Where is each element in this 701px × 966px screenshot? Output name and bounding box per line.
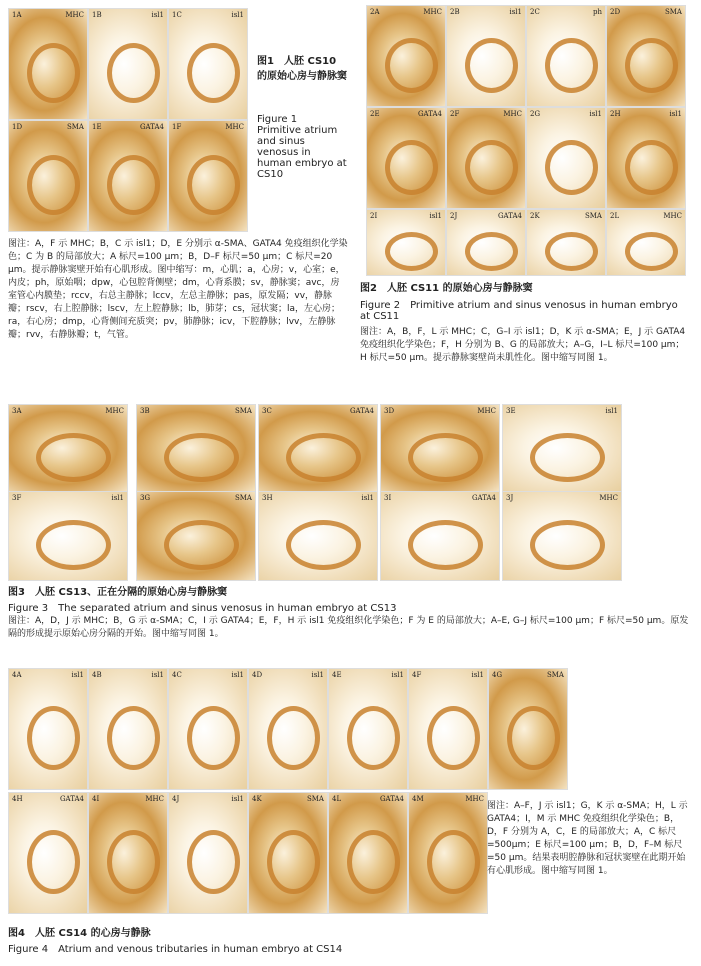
panel-marker: MHC [599, 494, 618, 502]
micrograph-panel-3h [258, 491, 378, 581]
micrograph-panel-1f [168, 120, 248, 232]
panel-marker: isl1 [71, 671, 84, 679]
micrograph-panel-2i [366, 209, 446, 276]
panel-marker: GATA4 [497, 212, 522, 220]
micrograph-panel-2j [446, 209, 526, 276]
panel-label: 1C [172, 11, 182, 19]
tissue-section [625, 140, 678, 195]
panel-label: 2J [450, 212, 458, 220]
panel-marker: isl1 [231, 795, 244, 803]
panel-label: 2F [450, 110, 460, 118]
panel-label: 4J [172, 795, 180, 803]
panel-marker: SMA [306, 795, 324, 803]
tissue-section [107, 706, 160, 770]
figure-4-title-cn: 图4 人胚 CS14 的心房与静脉 [8, 928, 151, 939]
panel-label: 3B [140, 407, 150, 415]
panel-label: 4C [172, 671, 182, 679]
panel-label: 4B [92, 671, 102, 679]
panel-marker: ph [593, 8, 602, 16]
panel-marker: MHC [65, 11, 84, 19]
micrograph-panel-2e [366, 107, 446, 209]
micrograph-panel-2k [526, 209, 606, 276]
micrograph-panel-1b [88, 8, 168, 120]
panel-label: 3E [506, 407, 516, 415]
micrograph-panel-3a [8, 404, 128, 492]
tissue-section [545, 38, 598, 93]
micrograph-panel-4b [88, 668, 168, 790]
panel-marker: GATA4 [471, 494, 496, 502]
micrograph-panel-4m [408, 792, 488, 914]
tissue-section [465, 38, 518, 93]
tissue-section [347, 706, 400, 770]
panel-label: 2B [450, 8, 460, 16]
micrograph-panel-4j [168, 792, 248, 914]
figure-1-title-cn: 图1 人胚 CS10 的原始心房与静脉窦 [257, 56, 347, 82]
panel-label: 1A [12, 11, 22, 19]
tissue-section [625, 38, 678, 93]
tissue-section [465, 140, 518, 195]
panel-marker: GATA4 [379, 795, 404, 803]
panel-label: 1E [92, 123, 102, 131]
tissue-section [187, 830, 240, 894]
figure-3-title-en: Figure 3 The separated atrium and sinus venosus in human embryo at CS13 [8, 603, 397, 614]
tissue-section [385, 140, 438, 195]
panel-marker: GATA4 [139, 123, 164, 131]
micrograph-panel-2l [606, 209, 686, 276]
panel-label: 4L [332, 795, 342, 803]
tissue-section [164, 433, 239, 482]
panel-label: 4E [332, 671, 342, 679]
tissue-section [625, 232, 678, 271]
micrograph-panel-4d [248, 668, 328, 790]
micrograph-panel-4h [8, 792, 88, 914]
panel-marker: isl1 [471, 671, 484, 679]
panel-label: 2E [370, 110, 380, 118]
micrograph-panel-4a [8, 668, 88, 790]
panel-label: 3G [140, 494, 151, 502]
tissue-section [267, 830, 320, 894]
figure-4-title-en: Figure 4 Atrium and venous tributaries in human embryo at CS14 [8, 944, 343, 955]
panel-marker: MHC [225, 123, 244, 131]
figure-3-title-cn: 图3 人胚 CS13、正在分隔的原始心房与静脉窦 [8, 587, 228, 598]
panel-label: 4D [252, 671, 263, 679]
tissue-section [408, 433, 483, 482]
tissue-section [27, 155, 80, 215]
panel-label: 2I [370, 212, 378, 220]
panel-label: 4A [12, 671, 22, 679]
micrograph-panel-3b [136, 404, 256, 492]
panel-label: 4G [492, 671, 503, 679]
micrograph-panel-4c [168, 668, 248, 790]
tissue-section [187, 706, 240, 770]
panel-marker: GATA4 [59, 795, 84, 803]
panel-marker: isl1 [669, 110, 682, 118]
panel-marker: MHC [465, 795, 484, 803]
micrograph-panel-2b [446, 5, 526, 107]
tissue-section [27, 830, 80, 894]
panel-marker: MHC [503, 110, 522, 118]
panel-marker: MHC [663, 212, 682, 220]
figure-1-title-en: Figure 1 Primitive atrium and sinus venosus in human embryo at CS10 [257, 114, 347, 180]
tissue-section [27, 43, 80, 103]
panel-marker: SMA [234, 407, 252, 415]
panel-label: 1D [12, 123, 23, 131]
tissue-section [36, 433, 111, 482]
tissue-section [408, 520, 483, 570]
micrograph-panel-3j [502, 491, 622, 581]
panel-marker: GATA4 [349, 407, 374, 415]
micrograph-panel-3f [8, 491, 128, 581]
tissue-section [385, 232, 438, 271]
panel-marker: isl1 [231, 671, 244, 679]
tissue-section [347, 830, 400, 894]
panel-marker: isl1 [311, 671, 324, 679]
panel-label: 4H [12, 795, 23, 803]
tissue-section [545, 232, 598, 271]
panel-marker: isl1 [111, 494, 124, 502]
panel-marker: SMA [66, 123, 84, 131]
tissue-section [267, 706, 320, 770]
panel-marker: SMA [584, 212, 602, 220]
panel-marker: MHC [145, 795, 164, 803]
micrograph-panel-1e [88, 120, 168, 232]
tissue-section [286, 433, 361, 482]
panel-label: 2A [370, 8, 380, 16]
micrograph-panel-1d [8, 120, 88, 232]
tissue-section [530, 520, 605, 570]
panel-label: 2H [610, 110, 621, 118]
panel-marker: SMA [234, 494, 252, 502]
micrograph-panel-1c [168, 8, 248, 120]
panel-label: 4M [412, 795, 424, 803]
micrograph-panel-4e [328, 668, 408, 790]
tissue-section [107, 830, 160, 894]
figure-3-note: 图注：A，D，J 示 MHC；B，G 示 α-SMA；C，I 示 GATA4；E，F，H 示 isl1 免疫组织化学染色；F 为 E 的局部放大；A–E, G–J 标尺=100 μm；F 标尺=50 μm。原发隔的形成提示原始心房分隔的开始。图中缩写同图 1。 [8, 616, 689, 639]
figure-4-note: 图注：A–F，J 示 isl1；G，K 示 α-SMA；H，L 示 GATA4；I，M 示 MHC 免疫组织化学染色；B，D，F 分别为 A，C，E 的局部放大；A，C 标尺=500μm；E 标尺=100 μm；B，D，F–M 标尺=50 μm。结果表明腔静脉和冠状窦壁在此期开始有心肌形成。图中缩写同图 1。 [487, 801, 688, 876]
micrograph-panel-3d [380, 404, 500, 492]
figure-2-title-cn: 图2 人胚 CS11 的原始心房与静脉窦 [360, 283, 533, 294]
tissue-section [385, 38, 438, 93]
micrograph-panel-3e [502, 404, 622, 492]
panel-label: 3H [262, 494, 273, 502]
micrograph-panel-4g [488, 668, 568, 790]
panel-label: 2C [530, 8, 540, 16]
tissue-section [427, 830, 480, 894]
panel-label: 4F [412, 671, 422, 679]
micrograph-panel-1a [8, 8, 88, 120]
tissue-section [187, 155, 240, 215]
micrograph-panel-2a [366, 5, 446, 107]
panel-marker: GATA4 [417, 110, 442, 118]
micrograph-panel-2h [606, 107, 686, 209]
panel-marker: SMA [546, 671, 564, 679]
panel-marker: MHC [105, 407, 124, 415]
tissue-section [286, 520, 361, 570]
panel-label: 4I [92, 795, 100, 803]
panel-marker: MHC [477, 407, 496, 415]
micrograph-panel-2c [526, 5, 606, 107]
panel-marker: isl1 [391, 671, 404, 679]
tissue-section [187, 43, 240, 103]
tissue-section [164, 520, 239, 570]
panel-marker: isl1 [361, 494, 374, 502]
panel-label: 3A [12, 407, 22, 415]
panel-marker: isl1 [589, 110, 602, 118]
panel-marker: isl1 [151, 11, 164, 19]
panel-label: 2L [610, 212, 620, 220]
micrograph-panel-2g [526, 107, 606, 209]
tissue-section [507, 706, 560, 770]
micrograph-panel-2d [606, 5, 686, 107]
micrograph-panel-4l [328, 792, 408, 914]
tissue-section [27, 706, 80, 770]
panel-label: 4K [252, 795, 262, 803]
figure-2-note: 图注：A，B，F，L 示 MHC；C，G–I 示 isl1；D，K 示 α-SMA；E，J 示 GATA4 免疫组织化学染色；F，H 分别为 B、G 的局部放大；A–G，I–L 标尺=100 μm；H 标尺=50 μm。提示静脉窦壁尚未肌性化。图中缩写同图 1。 [360, 327, 686, 363]
panel-label: 3F [12, 494, 22, 502]
micrograph-panel-2f [446, 107, 526, 209]
micrograph-panel-3c [258, 404, 378, 492]
panel-label: 2K [530, 212, 540, 220]
panel-label: 3D [384, 407, 395, 415]
panel-marker: isl1 [151, 671, 164, 679]
tissue-section [36, 520, 111, 570]
tissue-section [545, 140, 598, 195]
tissue-section [107, 155, 160, 215]
panel-label: 2D [610, 8, 621, 16]
panel-marker: isl1 [429, 212, 442, 220]
panel-marker: SMA [664, 8, 682, 16]
figure-2-title-en: Figure 2 Primitive atrium and sinus venosus in human embryo at CS11 [360, 300, 678, 322]
micrograph-panel-3i [380, 491, 500, 581]
micrograph-panel-4f [408, 668, 488, 790]
panel-marker: isl1 [605, 407, 618, 415]
tissue-section [465, 232, 518, 271]
tissue-section [107, 43, 160, 103]
panel-label: 3I [384, 494, 392, 502]
panel-marker: isl1 [509, 8, 522, 16]
panel-label: 2G [530, 110, 541, 118]
micrograph-panel-4i [88, 792, 168, 914]
figure-1-note: 图注：A，F 示 MHC；B，C 示 isl1；D，E 分别示 α-SMA、GATA4 免疫组织化学染色；C 为 B 的局部放大；A 标尺=100 μm；B，D–F 标尺=50 μm；C 标尺=20 μm。提示静脉窦壁开始有心肌形成。图中缩写：m，心肌；a，心房；v，心室；e，内皮；ph，原始咽；dpw，心包腔背侧壁；dm，心背系膜；sv，静脉窦；avc，房室管心内膜垫；rccv，右总主静脉；lccv，左总主静脉；pas，原发隔；vv，静脉瓣；rscv，右上腔静脉；lscv，左上腔静脉；lb，肺芽；cs，冠状窦；la，左心房；ra，右心房；dmp，心背侧间充质突；pv，肺静脉；icv，下腔静脉；lvv，左静脉瓣；rvv，右静脉瓣；t，气管。 [8, 239, 348, 340]
micrograph-panel-3g [136, 491, 256, 581]
panel-label: 3C [262, 407, 272, 415]
panel-label: 1F [172, 123, 182, 131]
panel-label: 3J [506, 494, 514, 502]
panel-marker: isl1 [231, 11, 244, 19]
tissue-section [530, 433, 605, 482]
panel-marker: MHC [423, 8, 442, 16]
micrograph-panel-4k [248, 792, 328, 914]
panel-label: 1B [92, 11, 102, 19]
tissue-section [427, 706, 480, 770]
